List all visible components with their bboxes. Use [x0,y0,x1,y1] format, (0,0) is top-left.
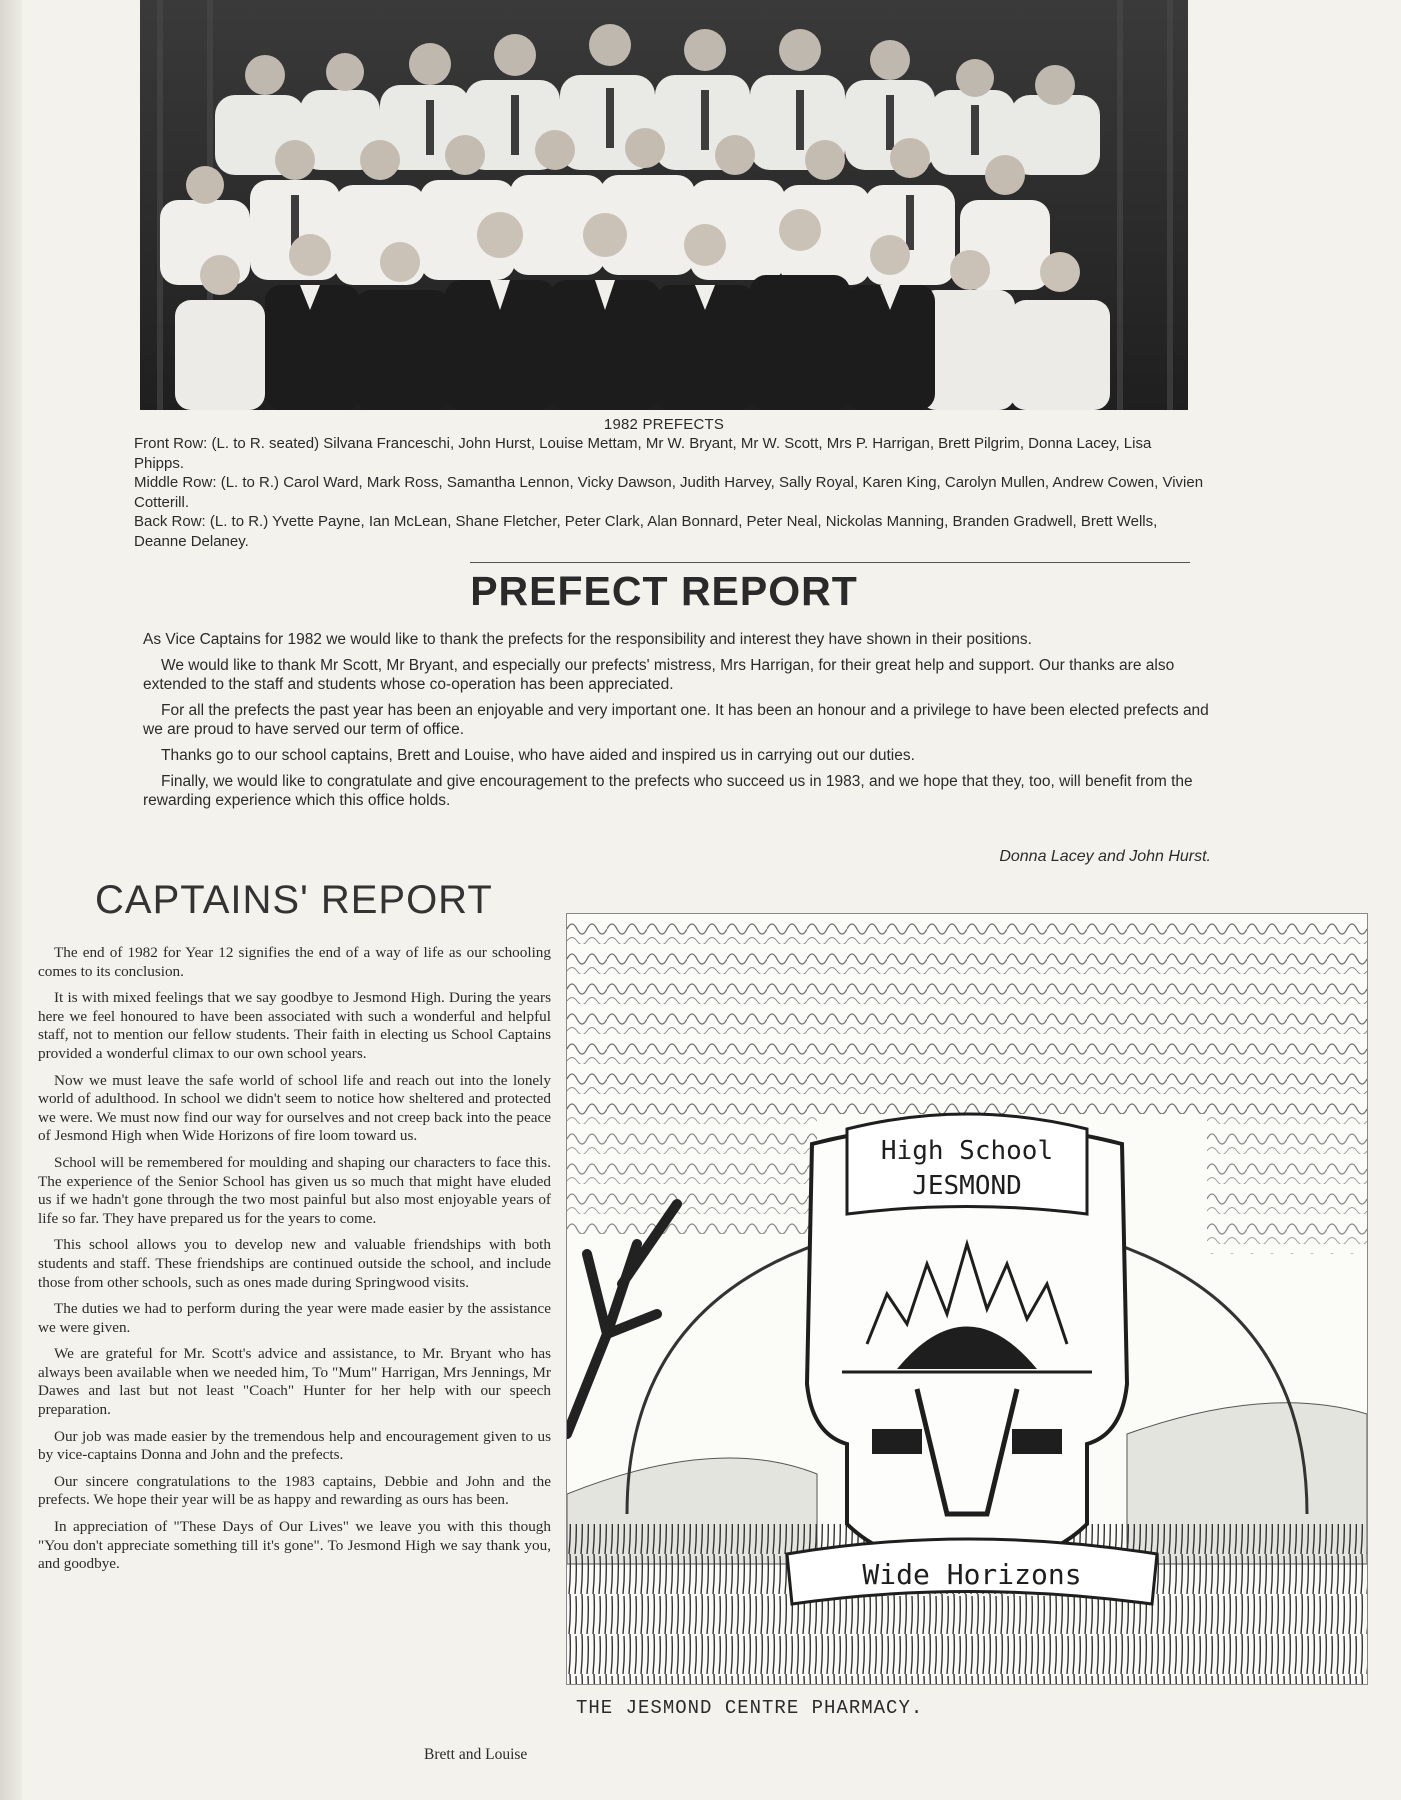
captains-paragraph: Now we must leave the safe world of school life and reach out into the lonely world of adulthood. In school we didn't seem to notice how sheltered and protected we were. We must now find our way for ourselves and not creep back into the peace of Jesmond High when Wide Horizons of fire loom toward us. [38,1071,551,1145]
prefect-report-heading: PREFECT REPORT [470,568,858,614]
caption-front-row: Front Row: (L. to R. seated) Silvana Franceschi, John Hurst, Louise Mettam, Mr W. Bryant, Mr W. Scott, Mrs P. Harrigan, Brett Pilgrim, Donna Lacey, Lisa Phipps. [134,435,1152,472]
photo-illustration [140,0,1188,410]
emblem-illustration [567,914,1367,1684]
captains-paragraph: In appreciation of "These Days of Our Lives" we leave you with this though "You don't appreciate something till it's gone". To Jesmond High we say thank you, and goodbye. [38,1518,551,1573]
page-spine-shadow [0,0,22,1800]
caption-back-row: Back Row: (L. to R.) Yvette Payne, Ian McLean, Shane Fletcher, Peter Clark, Alan Bonnard, Peter Neal, Nickolas Manning, Branden Gradwell, Brett Wells, Deanne Delaney. [134,513,1158,550]
photo-caption-title: 1982 PREFECTS [603,416,725,433]
captains-paragraph: Our sincere congratulations to the 1983 captains, Debbie and John and the prefects. We hope their year will be as happy and rewarding as ours has been. [38,1472,551,1509]
captains-paragraph: The duties we had to perform during the year were made easier by the assistance we were given. [38,1300,551,1336]
captains-paragraph: It is with mixed feelings that we say goodbye to Jesmond High. During the years here we feel honoured to have been associated with such a wonderful and helpful staff, not to mention our fellow students. Their faith in electing us School Captains provided a wonderful climax to our own school years. [38,989,551,1062]
prefects-group-photo [140,0,1188,410]
photo-caption [134,434,1204,551]
prefect-report-signature: Donna Lacey and John Hurst. [999,848,1211,865]
prefect-paragraph: We would like to thank Mr Scott, Mr Bryant, and especially our prefects' mistress, Mrs Harrigan, for their great help and support. Our thanks are also extended to the staff and students whose co-operation has been appreciated. [143,657,1175,693]
emblem-scroll-text: Wide Horizons [862,1558,1082,1591]
captains-paragraph: The end of 1982 for Year 12 signifies the end of a way of life as our schooling comes to its conclusion. [38,944,551,980]
captains-paragraph: This school allows you to develop new and valuable friendships with both students and staff. These friendships are continued outside the school, and include those from other schools, such as ones made during Springwood visits. [38,1236,551,1291]
sponsor-credit: THE JESMOND CENTRE PHARMACY. [576,1697,924,1719]
prefect-paragraph: For all the prefects the past year has been an enjoyable and very important one. It has been an honour and a privilege to have been elected prefects and we are proud to have served our term of office. [143,702,1209,738]
emblem-banner-bottom-line: JESMOND [912,1171,1022,1201]
prefect-paragraph: Finally, we would like to congratulate and give encouragement to the prefects who succeed us in 1983, and we hope that they, too, will benefit from the rewarding experience which this office holds. [143,773,1193,809]
captains-paragraph: Our job was made easier by the tremendous help and encouragement given to us by vice-captains Donna and John and the prefects. [38,1427,551,1464]
prefect-paragraph: As Vice Captains for 1982 we would like to thank the prefects for the responsibility and interest they have shown in their positions. [143,631,1032,648]
school-emblem-drawing [566,913,1368,1685]
caption-middle-row: Middle Row: (L. to R.) Carol Ward, Mark Ross, Samantha Lennon, Vicky Dawson, Judith Harvey, Sally Royal, Karen King, Carolyn Mullen, Andrew Cowen, Vivien Cotterill. [134,474,1204,511]
captains-report-body [38,944,551,1582]
captains-report-heading: CAPTAINS' REPORT [95,878,493,922]
emblem-banner-top-line: High School [880,1136,1054,1166]
captains-paragraph: School will be remembered for moulding and shaping our characters to face this. The experience of the Senior School has given us so much that might have eluded us if we hadn't gone through the two most painful but also most enjoyable years of life so far. They have prepared us for the years to come. [38,1153,551,1227]
captains-paragraph: We are grateful for Mr. Scott's advice and assistance, to Mr. Bryant who has always been available when we needed him, To "Mum" Harrigan, Mrs Jennings, Mr Dawes and last but not least "Coach" Hunter for her help with our speech preparation. [38,1345,551,1419]
prefect-paragraph: Thanks go to our school captains, Brett and Louise, who have aided and inspired us in carrying out our duties. [161,747,915,764]
section-divider [470,562,1190,563]
prefect-report-body [143,630,1213,817]
captains-report-signature: Brett and Louise [424,1746,528,1763]
